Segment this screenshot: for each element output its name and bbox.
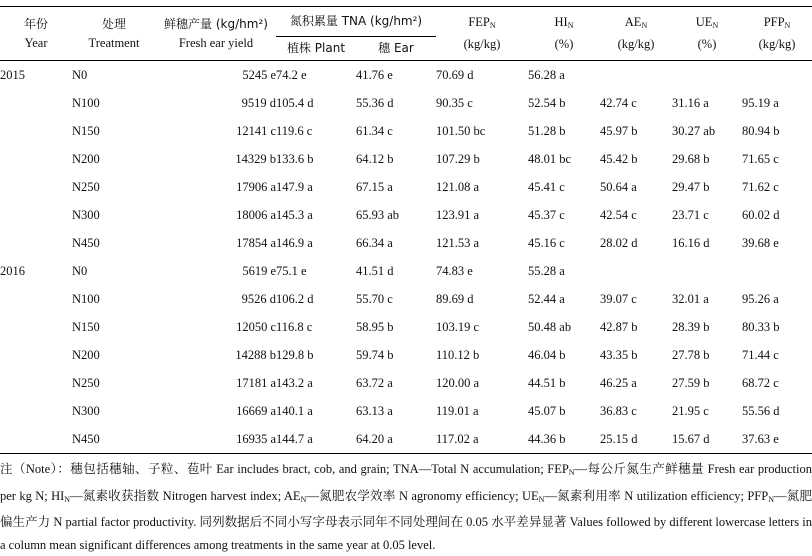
tna-ear-label: 穗 Ear bbox=[378, 41, 414, 55]
fep-unit: (kg/kg) bbox=[463, 37, 501, 51]
year-cell: 2015 bbox=[0, 67, 25, 82]
table-row bbox=[0, 397, 812, 425]
year-cell bbox=[0, 369, 72, 397]
tna-label: 氮积累量 TNA (kg/hm²) bbox=[289, 14, 423, 28]
yield-cell: 18006 a bbox=[236, 207, 276, 222]
table-row bbox=[0, 61, 812, 90]
year-cell bbox=[0, 201, 72, 229]
hi-cell: 55.28 a bbox=[528, 263, 565, 278]
fep-cell: 117.02 a bbox=[436, 431, 479, 446]
yield-cell: 5619 e bbox=[242, 263, 276, 278]
fep-cell: 123.91 a bbox=[436, 207, 480, 222]
ae-cell: 45.97 b bbox=[600, 123, 638, 138]
note-sub-ae: N bbox=[300, 494, 307, 504]
fep-cell: 90.35 c bbox=[436, 95, 473, 110]
hi-cell: 44.36 b bbox=[528, 431, 566, 446]
ue-cell: 23.71 c bbox=[672, 207, 709, 222]
col-tna-ear-header bbox=[356, 37, 436, 61]
tna-plant-cell: 145.3 a bbox=[276, 207, 313, 222]
pfp-label: PFP bbox=[763, 15, 785, 29]
note-part-1: 注（Note）：穗包括穗轴、子粒、苞叶 Ear includes bract, cob, and grain; TNA—Total N accumulation; FEP bbox=[0, 462, 569, 476]
note-part-2: —每公斤氮生产鲜穗量 Fresh ear production per kg N; HI bbox=[0, 462, 812, 503]
hi-cell: 45.07 b bbox=[528, 403, 566, 418]
year-cell bbox=[0, 89, 72, 117]
ue-cell: 27.59 b bbox=[672, 375, 710, 390]
yield-cell: 17181 a bbox=[236, 375, 276, 390]
ue-unit: (%) bbox=[697, 37, 717, 51]
pfp-unit: (kg/kg) bbox=[758, 37, 796, 51]
hi-cell: 51.28 b bbox=[528, 123, 566, 138]
year-cell: 2016 bbox=[0, 263, 25, 278]
col-pfp-header bbox=[742, 7, 812, 61]
tna-ear-cell: 64.20 a bbox=[356, 431, 393, 446]
ae-cell: 42.87 b bbox=[600, 319, 638, 334]
ue-cell: 15.67 d bbox=[672, 431, 710, 446]
pfp-cell: 68.72 c bbox=[742, 375, 779, 390]
yield-cell: 17906 a bbox=[236, 179, 276, 194]
pfp-cell bbox=[742, 61, 812, 90]
tna-ear-cell: 55.36 d bbox=[356, 95, 394, 110]
tna-plant-cell: 133.6 b bbox=[276, 151, 314, 166]
treatment-label-en: Treatment bbox=[88, 35, 140, 50]
table-row bbox=[0, 145, 812, 173]
pfp-cell: 60.02 d bbox=[742, 207, 780, 222]
tna-ear-cell: 55.70 c bbox=[356, 291, 393, 306]
hi-cell: 45.41 c bbox=[528, 179, 565, 194]
table-row bbox=[0, 201, 812, 229]
table-row bbox=[0, 313, 812, 341]
ae-cell: 36.83 c bbox=[600, 403, 637, 418]
fep-cell: 70.69 d bbox=[436, 67, 474, 82]
nitrogen-table bbox=[0, 6, 812, 454]
treatment-cell: N450 bbox=[72, 431, 100, 446]
treatment-cell: N200 bbox=[72, 151, 100, 166]
col-tna-plant-header bbox=[276, 37, 356, 61]
yield-label-cn: 鲜穗产量 (kg/hm²) bbox=[164, 16, 268, 31]
col-ue-header bbox=[672, 7, 742, 61]
tna-plant-cell: 146.9 a bbox=[276, 235, 313, 250]
tna-ear-cell: 66.34 a bbox=[356, 235, 393, 250]
treatment-cell: N250 bbox=[72, 375, 100, 390]
yield-cell: 16669 a bbox=[236, 403, 276, 418]
ue-cell bbox=[672, 61, 742, 90]
hi-cell: 45.16 c bbox=[528, 235, 565, 250]
year-cell bbox=[0, 341, 72, 369]
ae-cell: 46.25 a bbox=[600, 375, 637, 390]
ae-cell: 39.07 c bbox=[600, 291, 637, 306]
pfp-cell: 95.19 a bbox=[742, 95, 779, 110]
ae-cell bbox=[600, 257, 672, 285]
tna-ear-cell: 64.12 b bbox=[356, 151, 394, 166]
pfp-cell: 80.33 b bbox=[742, 319, 780, 334]
fep-cell: 89.69 d bbox=[436, 291, 474, 306]
yield-label-en: Fresh ear yield bbox=[178, 35, 254, 50]
ue-cell: 31.16 a bbox=[672, 95, 709, 110]
year-cell bbox=[0, 173, 72, 201]
yield-cell: 12050 c bbox=[236, 319, 276, 334]
hi-label: HI bbox=[554, 15, 568, 29]
ue-cell: 29.68 b bbox=[672, 151, 710, 166]
tna-ear-cell: 41.51 d bbox=[356, 263, 394, 278]
fep-cell: 101.50 bc bbox=[436, 123, 486, 138]
hi-cell: 44.51 b bbox=[528, 375, 566, 390]
tna-ear-cell: 63.13 a bbox=[356, 403, 393, 418]
table-row bbox=[0, 229, 812, 257]
ue-cell: 21.95 c bbox=[672, 403, 709, 418]
ae-cell: 42.74 c bbox=[600, 95, 637, 110]
pfp-cell: 71.65 c bbox=[742, 151, 779, 166]
hi-cell: 46.04 b bbox=[528, 347, 566, 362]
ue-cell: 32.01 a bbox=[672, 291, 709, 306]
treatment-cell: N450 bbox=[72, 235, 100, 250]
pfp-cell: 39.68 e bbox=[742, 235, 779, 250]
note-sub-pfp: N bbox=[768, 494, 774, 504]
year-cell bbox=[0, 397, 72, 425]
tna-ear-cell: 59.74 b bbox=[356, 347, 394, 362]
pfp-cell bbox=[742, 257, 812, 285]
hi-cell: 45.37 c bbox=[528, 207, 565, 222]
tna-plant-label: 植株 Plant bbox=[286, 41, 346, 55]
year-cell bbox=[0, 313, 72, 341]
ue-subscript: N bbox=[712, 21, 719, 30]
col-year-header bbox=[0, 7, 72, 61]
pfp-cell: 55.56 d bbox=[742, 403, 780, 418]
tna-plant-cell: 74.2 e bbox=[276, 67, 307, 82]
hi-unit: (%) bbox=[554, 37, 574, 51]
table-row bbox=[0, 173, 812, 201]
ue-cell bbox=[672, 257, 742, 285]
hi-cell: 50.48 ab bbox=[528, 319, 572, 334]
pfp-cell: 37.63 e bbox=[742, 431, 779, 446]
table-row bbox=[0, 425, 812, 454]
treatment-cell: N150 bbox=[72, 123, 100, 138]
treatment-cell: N0 bbox=[72, 67, 88, 82]
fep-cell: 121.08 a bbox=[436, 179, 480, 194]
hi-cell: 48.01 bc bbox=[528, 151, 572, 166]
yield-cell: 17854 a bbox=[236, 235, 276, 250]
tna-plant-cell: 140.1 a bbox=[276, 403, 313, 418]
ae-cell: 50.64 a bbox=[600, 179, 637, 194]
pfp-cell: 71.62 c bbox=[742, 179, 779, 194]
treatment-cell: N200 bbox=[72, 347, 100, 362]
ae-cell: 28.02 d bbox=[600, 235, 638, 250]
ae-cell: 25.15 d bbox=[600, 431, 638, 446]
tna-plant-cell: 75.1 e bbox=[276, 263, 307, 278]
ue-cell: 16.16 d bbox=[672, 235, 710, 250]
hi-cell: 52.54 b bbox=[528, 95, 566, 110]
yield-cell: 14288 b bbox=[235, 347, 276, 362]
hi-subscript: N bbox=[567, 21, 574, 30]
tna-plant-cell: 143.2 a bbox=[276, 375, 313, 390]
col-yield-header bbox=[156, 7, 276, 61]
ae-cell: 45.42 b bbox=[600, 151, 638, 166]
year-cell bbox=[0, 285, 72, 313]
treatment-cell: N0 bbox=[72, 263, 88, 278]
note-part-6: —氮肥偏生产力 N partial factor productivity. 同列数据后不同小写字母表示同年不同处理间在 0.05 水平差异显著 Values followed by different lowercase letters in a column mean significant differences among treatments in the same year at 0.05 level. bbox=[0, 488, 812, 552]
table-header bbox=[0, 7, 812, 61]
ue-cell: 27.78 b bbox=[672, 347, 710, 362]
table-row bbox=[0, 257, 812, 285]
fep-cell: 121.53 a bbox=[436, 235, 480, 250]
year-label-en: Year bbox=[24, 35, 48, 50]
yield-cell: 9519 d bbox=[241, 95, 276, 110]
ae-cell: 42.54 c bbox=[600, 207, 637, 222]
tna-plant-cell: 105.4 d bbox=[276, 95, 314, 110]
year-cell bbox=[0, 229, 72, 257]
col-treatment-header bbox=[72, 7, 156, 61]
fep-cell: 119.01 a bbox=[436, 403, 479, 418]
year-label-cn: 年份 bbox=[23, 16, 48, 31]
col-tna-header bbox=[276, 7, 436, 37]
tna-ear-cell: 61.34 c bbox=[356, 123, 393, 138]
treatment-cell: N100 bbox=[72, 291, 100, 306]
treatment-cell: N300 bbox=[72, 207, 100, 222]
yield-cell: 16935 a bbox=[236, 431, 276, 446]
ae-cell bbox=[600, 61, 672, 90]
year-cell bbox=[0, 117, 72, 145]
yield-cell: 12141 c bbox=[236, 123, 276, 138]
fep-label: FEP bbox=[468, 15, 490, 29]
yield-cell: 5245 e bbox=[242, 67, 276, 82]
tna-plant-cell: 147.9 a bbox=[276, 179, 313, 194]
table-note bbox=[0, 458, 812, 556]
tna-plant-cell: 106.2 d bbox=[276, 291, 314, 306]
tna-ear-cell: 41.76 e bbox=[356, 67, 393, 82]
pfp-subscript: N bbox=[784, 21, 791, 30]
year-cell bbox=[0, 425, 72, 454]
note-sub-ue: N bbox=[538, 494, 545, 504]
ae-cell: 43.35 b bbox=[600, 347, 638, 362]
table-row bbox=[0, 341, 812, 369]
tna-ear-cell: 67.15 a bbox=[356, 179, 393, 194]
table-body bbox=[0, 61, 812, 454]
col-ae-header bbox=[600, 7, 672, 61]
note-part-4: —氮肥农学效率 N agronomy efficiency; UE bbox=[306, 488, 539, 503]
tna-plant-cell: 119.6 c bbox=[276, 123, 313, 138]
tna-plant-cell: 116.8 c bbox=[276, 319, 313, 334]
ae-subscript: N bbox=[641, 21, 648, 30]
yield-cell: 9526 d bbox=[241, 291, 276, 306]
treatment-label-cn: 处理 bbox=[101, 16, 126, 31]
ue-label: UE bbox=[695, 15, 713, 29]
note-part-5: —氮素利用率 N utilization efficiency; PFP bbox=[544, 488, 769, 503]
ae-label: AE bbox=[624, 15, 642, 29]
treatment-cell: N150 bbox=[72, 319, 100, 334]
fep-subscript: N bbox=[489, 21, 496, 30]
ue-cell: 30.27 ab bbox=[672, 123, 716, 138]
note-part-3: —氮素收获指数 Nitrogen harvest index; AE bbox=[70, 488, 301, 503]
table-row bbox=[0, 89, 812, 117]
fep-cell: 107.29 b bbox=[436, 151, 480, 166]
table-row bbox=[0, 285, 812, 313]
col-hi-header bbox=[528, 7, 600, 61]
fep-cell: 110.12 b bbox=[436, 347, 480, 362]
pfp-cell: 80.94 b bbox=[742, 123, 780, 138]
hi-cell: 52.44 a bbox=[528, 291, 565, 306]
fep-cell: 74.83 e bbox=[436, 263, 473, 278]
note-sub-hi: N bbox=[64, 494, 71, 504]
yield-cell: 14329 b bbox=[235, 151, 276, 166]
treatment-cell: N250 bbox=[72, 179, 100, 194]
tna-ear-cell: 65.93 ab bbox=[356, 207, 400, 222]
treatment-cell: N300 bbox=[72, 403, 100, 418]
year-cell bbox=[0, 145, 72, 173]
ue-cell: 29.47 b bbox=[672, 179, 710, 194]
tna-ear-cell: 63.72 a bbox=[356, 375, 393, 390]
tna-ear-cell: 58.95 b bbox=[356, 319, 394, 334]
pfp-cell: 71.44 c bbox=[742, 347, 779, 362]
hi-cell: 56.28 a bbox=[528, 67, 565, 82]
fep-cell: 120.00 a bbox=[436, 375, 480, 390]
pfp-cell: 95.26 a bbox=[742, 291, 779, 306]
tna-plant-cell: 129.8 b bbox=[276, 347, 314, 362]
treatment-cell: N100 bbox=[72, 95, 100, 110]
ue-cell: 28.39 b bbox=[672, 319, 710, 334]
tna-plant-cell: 144.7 a bbox=[276, 431, 313, 446]
note-sub-fep: N bbox=[568, 468, 575, 477]
col-fep-header bbox=[436, 7, 528, 61]
table-row bbox=[0, 369, 812, 397]
fep-cell: 103.19 c bbox=[436, 319, 480, 334]
table-row bbox=[0, 117, 812, 145]
ae-unit: (kg/kg) bbox=[617, 37, 655, 51]
